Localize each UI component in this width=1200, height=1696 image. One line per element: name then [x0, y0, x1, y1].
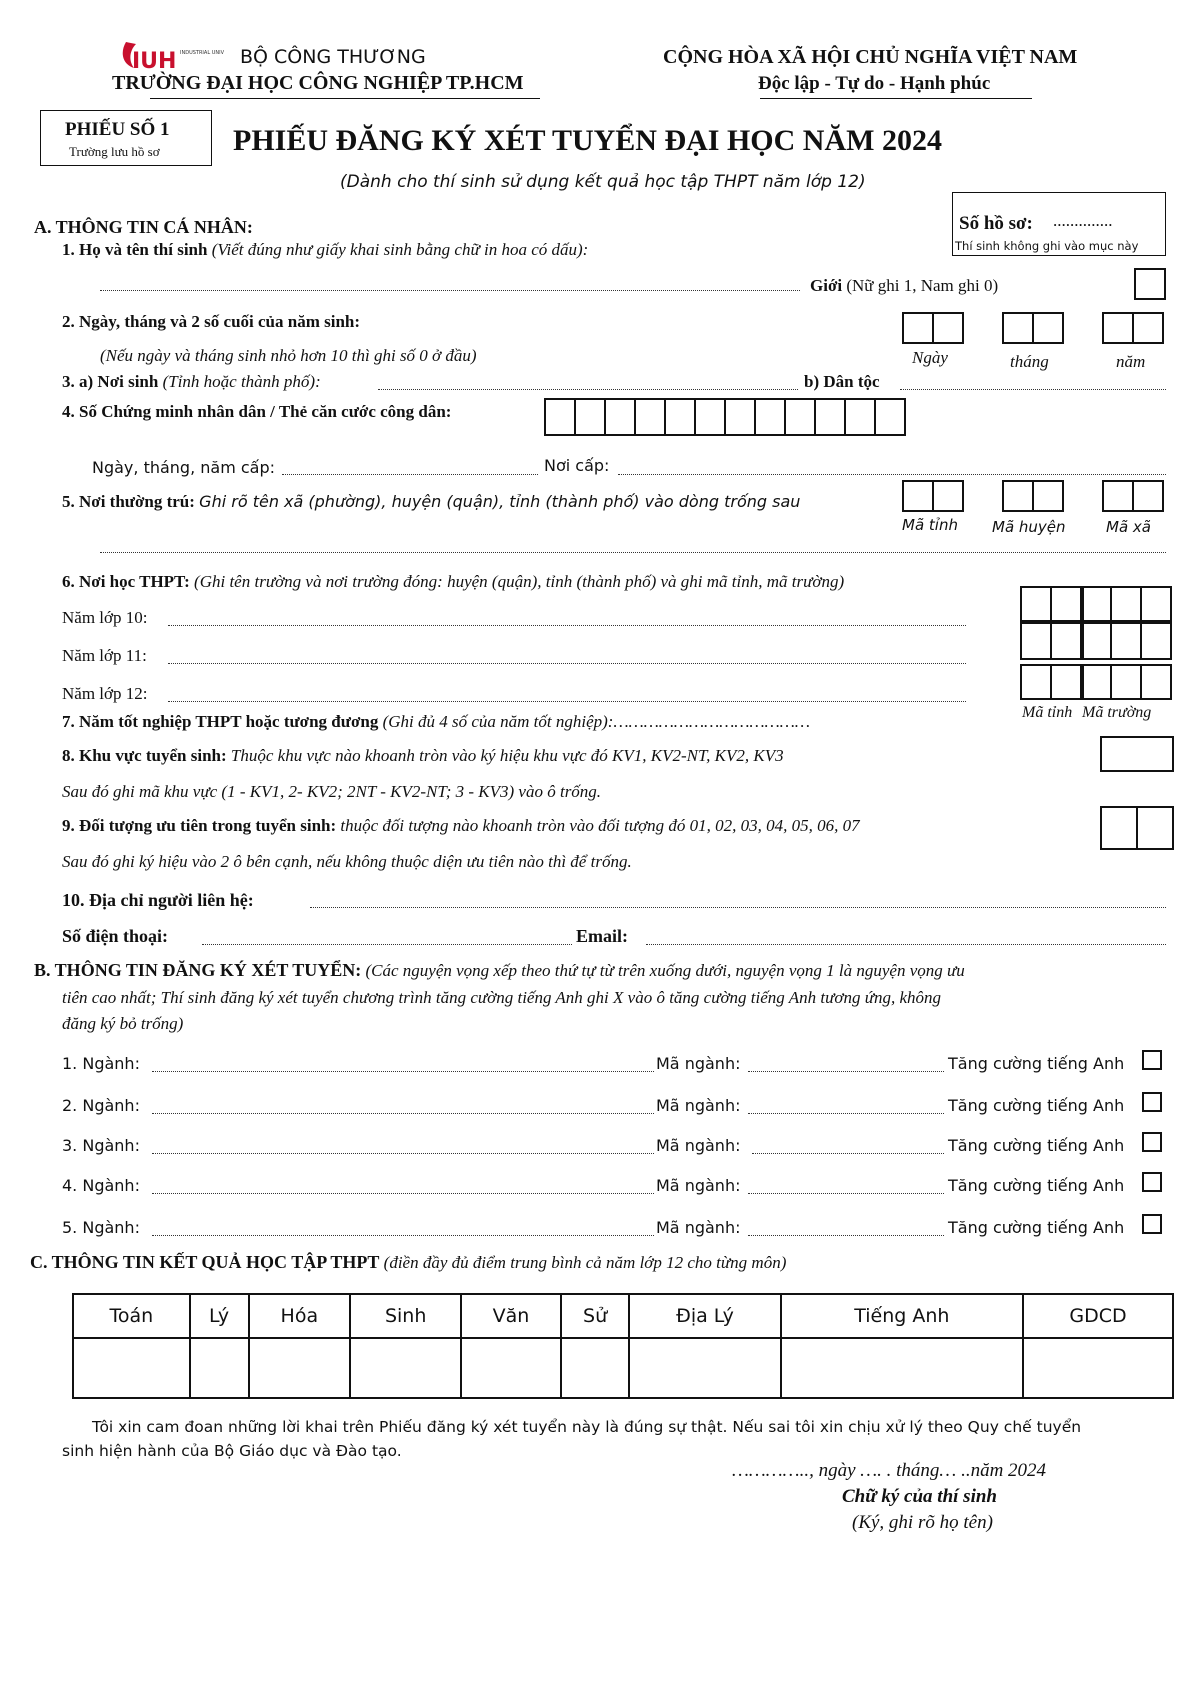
q1-note: (Viết đúng như giấy khai sinh bằng chữ in hoa có dấu): — [211, 240, 589, 259]
q3a-label: 3. a) Nơi sinh — [62, 372, 159, 391]
ma-tinh2-label: Mã tỉnh — [1022, 704, 1073, 721]
q4-date-label: Ngày, tháng, năm cấp: — [92, 458, 276, 477]
english-label: Tăng cường tiếng Anh — [948, 1176, 1125, 1195]
q2-note: (Nếu ngày và tháng sinh nhỏ hơn 10 thì ghi số 0 ở đầu) — [100, 346, 477, 365]
q9-note: thuộc đối tượng nào khoanh tròn vào đối tượng đó 01, 02, 03, 04, 05, 06, 07 — [340, 816, 860, 835]
school-underline — [150, 98, 540, 99]
major-field[interactable] — [152, 1113, 654, 1114]
lop12-label: Năm lớp 12: — [62, 684, 148, 703]
q9-label: 9. Đối tượng ưu tiên trong tuyển sinh: — [62, 816, 337, 835]
subject-header: Tiếng Anh — [781, 1294, 1024, 1338]
major-field[interactable] — [152, 1193, 654, 1194]
form-title: PHIẾU ĐĂNG KÝ XÉT TUYỂN ĐẠI HỌC NĂM 2024 — [233, 124, 942, 157]
sign-label: Chữ ký của thí sinh — [842, 1486, 997, 1507]
q4-label: 4. Số Chứng minh nhân dân / Thẻ căn cước công dân: — [62, 402, 452, 421]
gioi-row — [810, 276, 998, 296]
major-code-label: Mã ngành: — [656, 1176, 741, 1195]
q9-note2: Sau đó ghi ký hiệu vào 2 ô bên cạnh, nếu không thuộc diện ưu tiên nào thì để trống. — [62, 852, 632, 871]
logo-icon — [112, 38, 224, 74]
subject-header: Lý — [190, 1294, 249, 1338]
ma-xa-boxes[interactable] — [1102, 480, 1164, 512]
so-ho-so-box — [952, 192, 1166, 256]
english-label: Tăng cường tiếng Anh — [948, 1136, 1125, 1155]
fullname-field[interactable] — [100, 290, 800, 291]
major-code-label: Mã ngành: — [656, 1136, 741, 1155]
school-code-row-11[interactable] — [1020, 622, 1172, 660]
republic-title: CỘNG HÒA XÃ HỘI CHỦ NGHĨA VIỆT NAM — [663, 46, 1078, 68]
email-field[interactable] — [646, 944, 1166, 945]
subject-header: Hóa — [249, 1294, 351, 1338]
major-code-field[interactable] — [752, 1153, 944, 1154]
gioi-note: (Nữ ghi 1, Nam ghi 0) — [846, 276, 999, 295]
q6-note: (Ghi tên trường và nơi trường đóng: huyện (quận), tỉnh (thành phố) và ghi mã tỉnh, mã trường) — [194, 572, 845, 591]
section-a-title: A. THÔNG TIN CÁ NHÂN: — [34, 217, 253, 237]
score-cell[interactable] — [350, 1338, 461, 1398]
gioi-label: Giới — [810, 276, 843, 295]
score-cell[interactable] — [249, 1338, 351, 1398]
score-cell[interactable] — [629, 1338, 780, 1398]
khu-vuc-box[interactable] — [1100, 736, 1174, 772]
subject-header: Văn — [461, 1294, 560, 1338]
id-number-boxes[interactable] — [544, 398, 906, 436]
english-label: Tăng cường tiếng Anh — [948, 1218, 1125, 1237]
section-c-note: (điền đầy đủ điểm trung bình cả năm lớp 12 cho từng môn) — [383, 1253, 787, 1272]
english-label: Tăng cường tiếng Anh — [948, 1054, 1125, 1073]
q9-row — [62, 816, 860, 836]
phieu-label: PHIẾU SỐ 1 — [65, 119, 170, 140]
score-cell[interactable] — [73, 1338, 190, 1398]
commitment-line1: Tôi xin cam đoan những lời khai trên Phiếu đăng ký xét tuyển này là đúng sự thật. Nếu sai tôi xin chịu xử lý theo Quy chế tuyển — [92, 1418, 1082, 1436]
english-label: Tăng cường tiếng Anh — [948, 1096, 1125, 1115]
ma-truong-label: Mã trường — [1082, 704, 1152, 721]
subject-header: Sinh — [350, 1294, 461, 1338]
subject-header: Sử — [561, 1294, 630, 1338]
score-cell[interactable] — [190, 1338, 249, 1398]
school-logo — [112, 38, 224, 74]
major-code-label: Mã ngành: — [656, 1054, 741, 1073]
major-code-field[interactable] — [748, 1193, 944, 1194]
email-label: Email: — [576, 926, 628, 946]
q10-label: 10. Địa chỉ người liên hệ: — [62, 890, 254, 910]
school-name: TRƯỜNG ĐẠI HỌC CÔNG NGHIỆP TP.HCM — [112, 72, 524, 94]
english-checkbox[interactable] — [1142, 1172, 1162, 1192]
q5-label: 5. Nơi thường trú: — [62, 492, 195, 511]
so-ho-so-dots: .............. — [1053, 211, 1113, 230]
major-field[interactable] — [152, 1071, 654, 1072]
scores-table — [72, 1293, 1174, 1399]
q2-label: 2. Ngày, tháng và 2 số cuối của năm sinh: — [62, 312, 361, 331]
q1-label: 1. Họ và tên thí sinh — [62, 240, 208, 259]
english-checkbox[interactable] — [1142, 1132, 1162, 1152]
score-cell[interactable] — [1023, 1338, 1173, 1398]
so-ho-so-label: Số hồ sơ: — [959, 213, 1033, 234]
subject-header: GDCD — [1023, 1294, 1173, 1338]
major-label: 4. Ngành: — [62, 1176, 140, 1195]
scores-header-row — [73, 1294, 1173, 1338]
english-checkbox[interactable] — [1142, 1050, 1162, 1070]
section-c-title: C. THÔNG TIN KẾT QUẢ HỌC TẬP THPT — [30, 1252, 380, 1272]
lop11-field[interactable] — [168, 663, 966, 664]
major-label: 3. Ngành: — [62, 1136, 140, 1155]
major-code-field[interactable] — [748, 1071, 944, 1072]
id-date-field[interactable] — [282, 474, 538, 475]
doi-tuong-boxes[interactable] — [1100, 806, 1174, 850]
lop10-field[interactable] — [168, 625, 966, 626]
school-code-row-10[interactable] — [1020, 586, 1172, 622]
phone-label: Số điện thoại: — [62, 926, 169, 946]
residence-field[interactable] — [100, 552, 1166, 553]
major-label: 2. Ngành: — [62, 1096, 140, 1115]
q8-note: Thuộc khu vực nào khoanh tròn vào ký hiệu khu vực đó KV1, KV2-NT, KV2, KV3 — [230, 746, 784, 765]
contact-address-field[interactable] — [310, 907, 1166, 908]
phieu-sub: Trường lưu hồ sơ — [69, 144, 160, 159]
q8-row — [62, 746, 784, 766]
ma-huyen-label: Mã huyện — [992, 518, 1066, 536]
day-boxes[interactable] — [902, 312, 964, 344]
q5-note: Ghi rõ tên xã (phường), huyện (quận), tỉnh (thành phố) vào dòng trống sau — [199, 492, 801, 511]
section-b-title: B. THÔNG TIN ĐĂNG KÝ XÉT TUYỂN: — [34, 960, 362, 980]
q7-row — [62, 712, 810, 732]
motto-underline — [760, 98, 1032, 99]
birthplace-field[interactable] — [378, 389, 798, 390]
q7-label: 7. Năm tốt nghiệp THPT hoặc tương đương — [62, 712, 379, 731]
sign-note: (Ký, ghi rõ họ tên) — [852, 1512, 993, 1533]
major-label: 5. Ngành: — [62, 1218, 140, 1237]
form-subtitle: (Dành cho thí sinh sử dụng kết quả học tập THPT năm lớp 12) — [340, 172, 866, 192]
lop10-label: Năm lớp 10: — [62, 608, 148, 627]
nam-label: năm — [1116, 352, 1146, 371]
major-code-label: Mã ngành: — [656, 1218, 741, 1237]
ma-tinh-label: Mã tỉnh — [902, 516, 958, 534]
q1-row — [62, 240, 588, 260]
logo-text: IUH — [132, 49, 177, 74]
lop11-label: Năm lớp 11: — [62, 646, 147, 665]
score-cell[interactable] — [461, 1338, 560, 1398]
section-b-note2: tiên cao nhất; Thí sinh đăng ký xét tuyển chương trình tăng cường tiếng Anh ghi X vào ô tăng cường tiếng Anh tương ứng, không — [62, 988, 942, 1007]
commitment-line2: sinh hiện hành của Bộ Giáo dục và Đào tạo. — [62, 1442, 402, 1460]
q6-row — [62, 572, 844, 592]
q3b-label: b) Dân tộc — [804, 372, 880, 391]
id-place-field[interactable] — [618, 474, 1166, 475]
major-field[interactable] — [152, 1153, 654, 1154]
q3-row — [62, 372, 321, 392]
subject-header: Địa Lý — [629, 1294, 780, 1338]
q8-label: 8. Khu vực tuyển sinh: — [62, 746, 227, 765]
gioi-box[interactable] — [1134, 268, 1166, 300]
lop12-field[interactable] — [168, 701, 966, 702]
major-code-label: Mã ngành: — [656, 1096, 741, 1115]
scores-value-row — [73, 1338, 1173, 1398]
sign-date: ………….., ngày …. . tháng… ..năm 2024 — [732, 1460, 1047, 1481]
school-code-row-12[interactable] — [1020, 664, 1172, 700]
ngay-label: Ngày — [912, 348, 948, 367]
ma-xa-label: Mã xã — [1106, 518, 1151, 536]
ethnicity-field[interactable] — [900, 389, 1166, 390]
q3a-note: (Tỉnh hoặc thành phố): — [162, 372, 321, 391]
q6-label: 6. Nơi học THPT: — [62, 572, 190, 591]
q7-note: (Ghi đủ 4 số của năm tốt nghiệp):………………………………… — [382, 712, 810, 731]
english-checkbox[interactable] — [1142, 1214, 1162, 1234]
ministry-name: BỘ CÔNG THƯƠNG — [240, 46, 426, 68]
phone-field[interactable] — [202, 944, 572, 945]
ma-tinh-boxes[interactable] — [902, 480, 964, 512]
logo-small-text: INDUSTRIAL UNIV — [180, 50, 224, 56]
q4-place-label: Nơi cấp: — [544, 456, 610, 475]
month-boxes[interactable] — [1002, 312, 1064, 344]
q8-note2: Sau đó ghi mã khu vực (1 - KV1, 2- KV2; 2NT - KV2-NT; 3 - KV3) vào ô trống. — [62, 782, 602, 801]
thang-label: tháng — [1010, 352, 1049, 371]
section-b-note1: (Các nguyện vọng xếp theo thứ tự từ trên xuống dưới, nguyện vọng 1 là nguyện vọng ưu — [365, 961, 965, 980]
english-checkbox[interactable] — [1142, 1092, 1162, 1112]
major-code-field[interactable] — [748, 1235, 944, 1236]
phieu-box — [40, 110, 212, 166]
ma-huyen-boxes[interactable] — [1002, 480, 1064, 512]
section-c-header — [30, 1252, 786, 1273]
major-field[interactable] — [152, 1235, 654, 1236]
so-ho-so-note: Thí sinh không ghi vào mục này — [955, 239, 1139, 253]
section-b-header — [34, 960, 965, 981]
score-cell[interactable] — [561, 1338, 630, 1398]
major-label: 1. Ngành: — [62, 1054, 140, 1073]
motto: Độc lập - Tự do - Hạnh phúc — [758, 73, 991, 94]
subject-header: Toán — [73, 1294, 190, 1338]
section-b-note3: đăng ký bỏ trống) — [62, 1014, 184, 1033]
year-boxes[interactable] — [1102, 312, 1164, 344]
q5-row — [62, 492, 800, 512]
major-code-field[interactable] — [748, 1113, 944, 1114]
score-cell[interactable] — [781, 1338, 1024, 1398]
